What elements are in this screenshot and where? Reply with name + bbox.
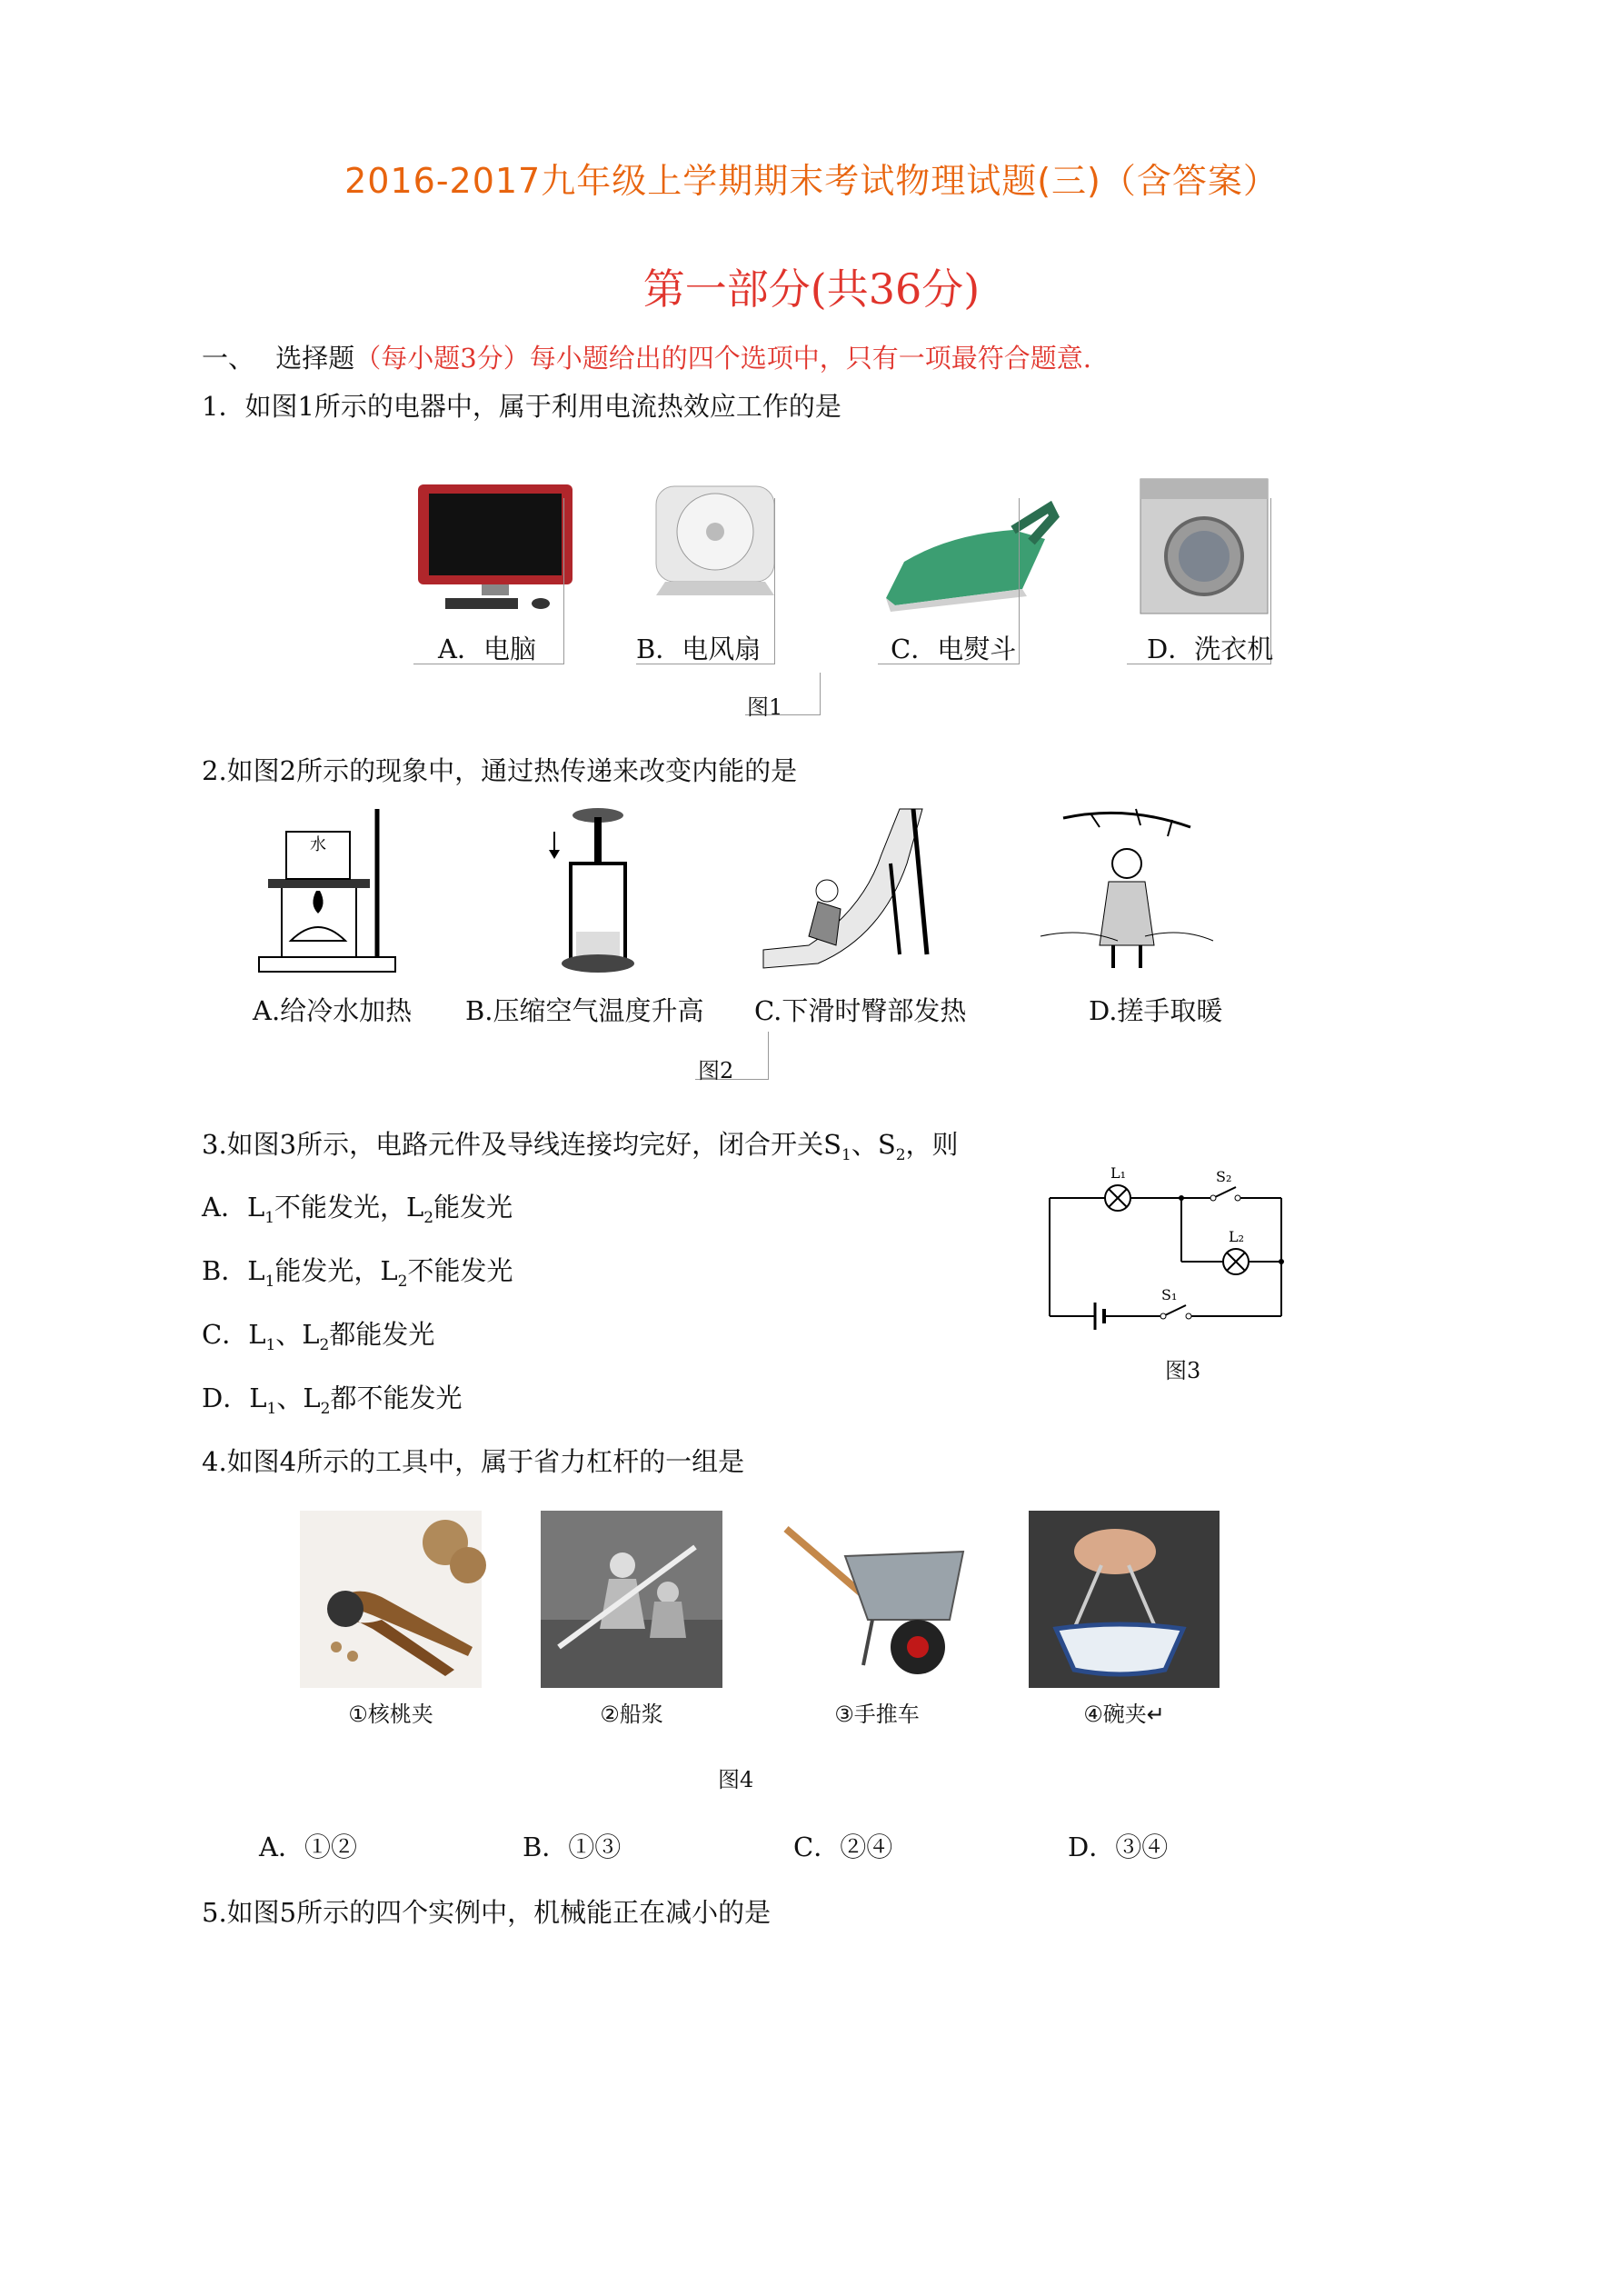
wheelbarrow-photo bbox=[782, 1511, 972, 1688]
beaker-label: 水 bbox=[310, 835, 326, 854]
question-4-stem: 4.如图4所示的工具中，属于省力杠杆的一组是 bbox=[202, 1446, 745, 1477]
q4-photo-label-4: ④碗夹↵ bbox=[1083, 1702, 1165, 1727]
circuit-label-l1: L₁ bbox=[1110, 1164, 1127, 1182]
section-number: 一、 bbox=[202, 343, 255, 374]
bowl-clamp-photo bbox=[1029, 1511, 1220, 1688]
circuit-label-l2: L₂ bbox=[1229, 1228, 1245, 1245]
boat-paddle-photo bbox=[541, 1511, 722, 1688]
circuit-diagram bbox=[1045, 1162, 1299, 1325]
q4-photo-label-1: ①核桃夹 bbox=[348, 1702, 433, 1727]
q2-option-a: A.给冷水加热 bbox=[253, 995, 413, 1026]
figure-2-caption: 图2 bbox=[698, 1058, 734, 1083]
question-2-stem: 2.如图2所示的现象中，通过热传递来改变内能的是 bbox=[202, 755, 798, 786]
section-note: （每小题3分）每小题给出的四个选项中，只有一项最符合题意. bbox=[354, 343, 1091, 374]
question-3-stem: 3.如图3所示，电路元件及导线连接均完好，闭合开关$S_1$、$S_2$，则 bbox=[202, 1129, 959, 1164]
q3-option-d: D．$L_1$、$L_2$都不能发光 bbox=[202, 1383, 463, 1418]
q4-option-d: D．③④ bbox=[1068, 1832, 1169, 1862]
section-header bbox=[202, 338, 1091, 375]
q2-option-b: B.压缩空气温度升高 bbox=[465, 995, 704, 1026]
part-title: 第一部分(共36分) bbox=[642, 265, 981, 314]
q4-option-c: C．②④ bbox=[793, 1832, 893, 1862]
figure-4-caption: 图4 bbox=[718, 1767, 754, 1792]
slide-image bbox=[754, 800, 941, 977]
circuit-label-s1: S₁ bbox=[1161, 1286, 1178, 1303]
q1-option-b: B．电风扇 bbox=[636, 634, 762, 664]
q1-option-c: C．电熨斗 bbox=[891, 634, 1017, 664]
circuit-label-s2: S₂ bbox=[1216, 1168, 1232, 1185]
q4-photo-label-2: ②船浆 bbox=[600, 1702, 663, 1727]
q4-option-a: A．①② bbox=[259, 1832, 357, 1862]
q1-option-d: D．洗衣机 bbox=[1147, 634, 1274, 664]
figure-1-caption: 图1 bbox=[747, 694, 783, 720]
q2-option-d: D.搓手取暖 bbox=[1089, 995, 1223, 1026]
q1-option-a: A．电脑 bbox=[438, 634, 536, 664]
q3-option-a: A．$L_1$不能发光，$L_2$能发光 bbox=[202, 1192, 513, 1227]
water-heating-image bbox=[254, 804, 400, 977]
rubbing-hands-image bbox=[1036, 800, 1218, 982]
figure-3-caption: 图3 bbox=[1165, 1358, 1201, 1383]
document-title: 2016-2017九年级上学期期末考试物理试题(三)（含答案） bbox=[344, 161, 1279, 201]
q4-photo-label-3: ③手推车 bbox=[834, 1702, 920, 1727]
q3-option-c: C．$L_1$、$L_2$都能发光 bbox=[202, 1319, 435, 1354]
q2-option-c: C.下滑时臀部发热 bbox=[754, 995, 967, 1026]
q3-option-b: B．$L_1$能发光，$L_2$不能发光 bbox=[202, 1255, 513, 1291]
air-compression-image bbox=[543, 804, 643, 977]
question-1-stem: 1．如图1所示的电器中，属于利用电流热效应工作的是 bbox=[202, 391, 841, 422]
question-5-stem: 5.如图5所示的四个实例中，机械能正在减小的是 bbox=[202, 1897, 772, 1928]
section-label: 选择题 bbox=[275, 343, 355, 374]
q4-option-b: B．①③ bbox=[523, 1832, 622, 1862]
nutcracker-photo bbox=[300, 1511, 482, 1688]
